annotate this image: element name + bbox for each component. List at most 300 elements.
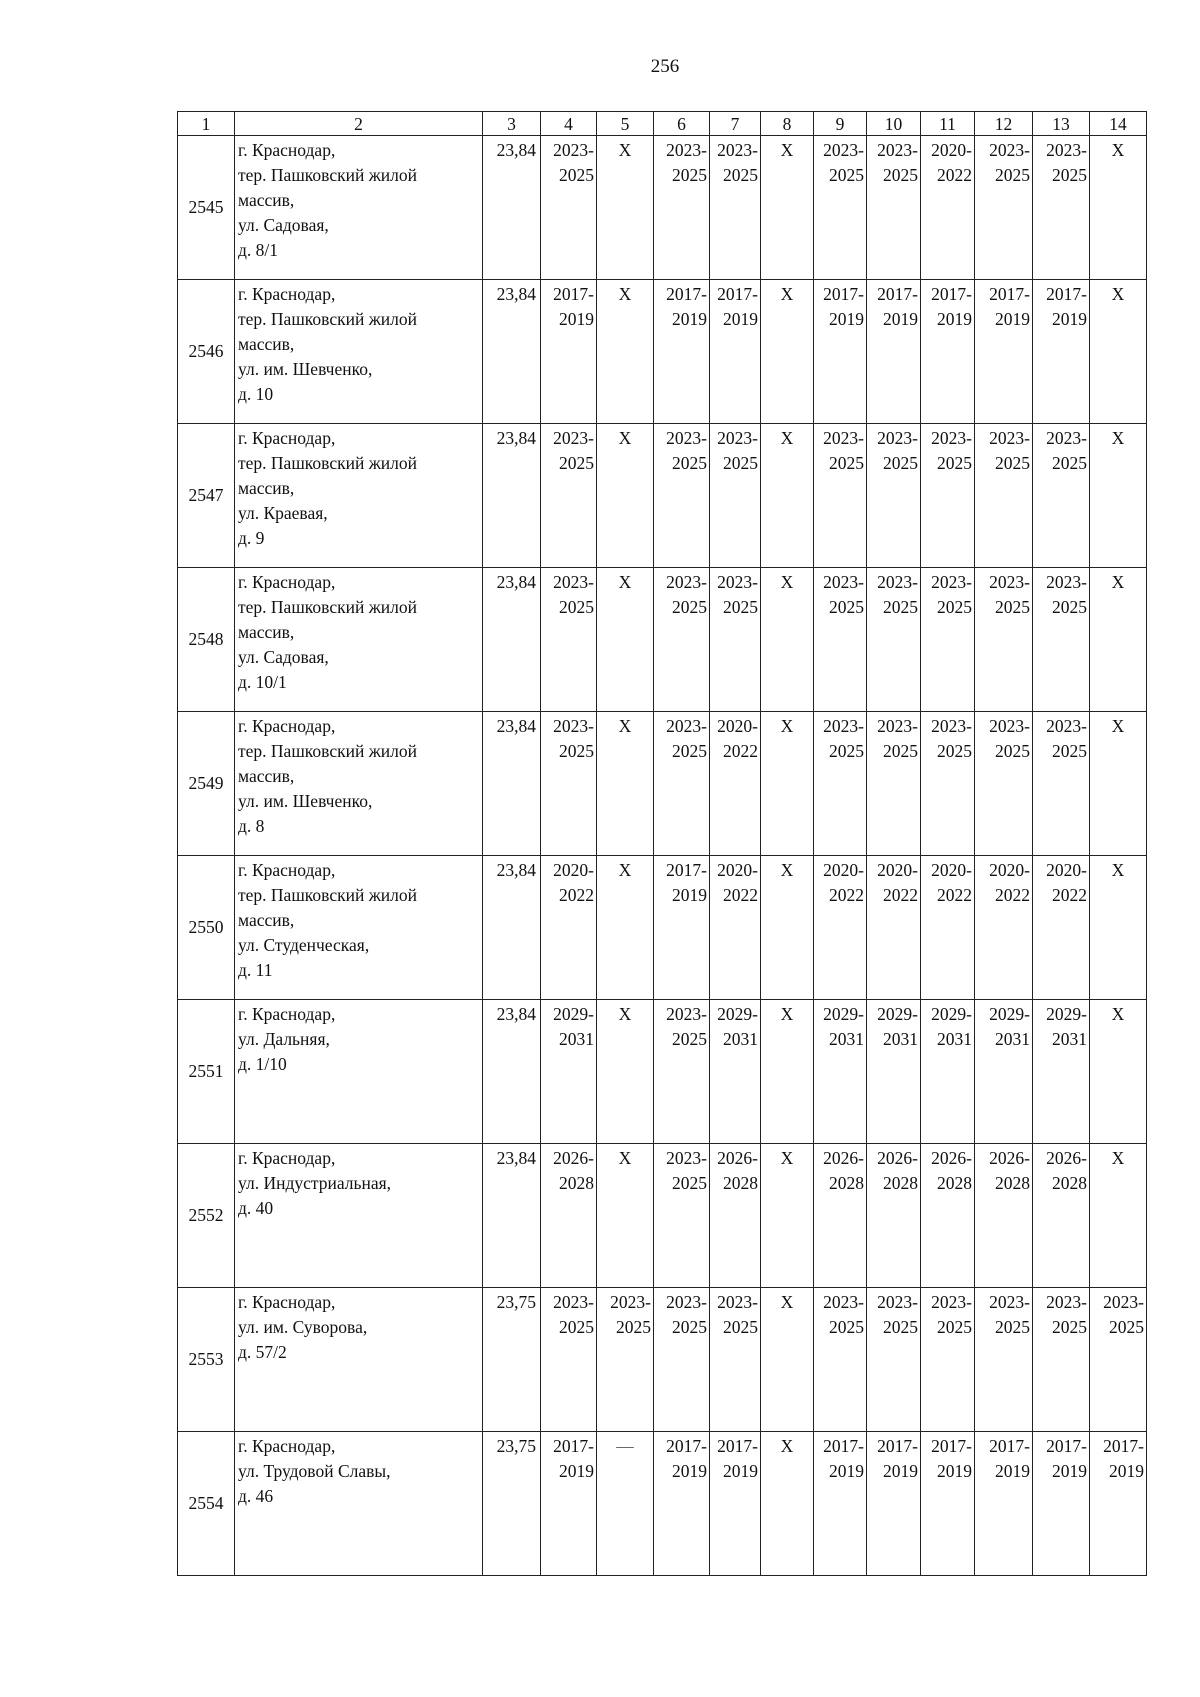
period-cell-col-13 [1033,856,1090,1000]
address-cell [235,1144,483,1288]
period-cell-col-6 [654,424,710,568]
period-value: 2023- 2025 [877,716,918,761]
period-cell-col-4 [541,136,597,280]
column-header-3: 3 [483,112,541,136]
period-value: 2023- 2025 [666,428,707,473]
period-value: 2026- 2028 [877,1148,918,1193]
period-cell-col-7 [710,1432,761,1576]
period-cell-col-10 [867,1144,921,1288]
not-applicable-mark: X [780,716,794,736]
column-header-1: 1 [178,112,235,136]
period-cell-col-13 [1033,1000,1090,1144]
period-cell-col-11 [921,1144,975,1288]
period-cell-col-10 [867,712,921,856]
area-cell: 23,84 [483,424,541,568]
table-row [178,568,1147,712]
not-applicable-mark: X [780,572,794,592]
period-value: 2029- 2031 [931,1004,972,1049]
column-header-9: 9 [814,112,867,136]
not-applicable-mark: X [618,428,632,448]
period-value: 2023- 2025 [877,572,918,617]
period-value: 2023- 2025 [553,572,594,617]
period-cell-col-8 [761,712,814,856]
address-line: ул. Краевая, [238,503,328,523]
period-value: 2023- 2025 [666,716,707,761]
address-line: массив, [238,910,295,930]
period-cell-col-6 [654,856,710,1000]
address-line: массив, [238,334,295,354]
row-number: 2553 [178,1288,235,1432]
period-cell-col-6 [654,712,710,856]
period-value: 2020- 2022 [717,860,758,905]
table-body [178,136,1147,1576]
period-cell-col-6 [654,1000,710,1144]
address-line: тер. Пашковский жилой [238,309,417,329]
period-cell-col-10 [867,136,921,280]
not-applicable-mark: X [780,284,794,304]
period-value: 2020- 2022 [931,860,972,905]
period-value: 2023- 2025 [610,1292,651,1337]
page-number: 256 [650,56,680,77]
not-applicable-mark: X [780,428,794,448]
period-cell-col-11 [921,1432,975,1576]
period-cell-col-7 [710,1288,761,1432]
period-cell-col-10 [867,856,921,1000]
address-line: тер. Пашковский жилой [238,741,417,761]
period-value: 2023- 2025 [553,428,594,473]
period-value: 2017- 2019 [989,1436,1030,1481]
period-value: 2023- 2025 [553,716,594,761]
period-cell-col-8 [761,424,814,568]
period-value: 2023- 2025 [666,140,707,185]
period-cell-col-11 [921,568,975,712]
period-cell-col-6 [654,136,710,280]
period-value: 2020- 2022 [931,140,972,185]
period-cell-col-9 [814,712,867,856]
period-value: 2023- 2025 [989,716,1030,761]
address-line: г. Краснодар, [238,1148,336,1168]
table-row [178,1288,1147,1432]
period-cell-col-13 [1033,136,1090,280]
period-cell-col-4 [541,712,597,856]
period-cell-col-12 [975,1144,1033,1288]
period-value: 2023- 2025 [553,140,594,185]
column-header-13: 13 [1033,112,1090,136]
column-header-4: 4 [541,112,597,136]
period-cell-col-5 [597,856,654,1000]
period-cell-col-11 [921,424,975,568]
period-value: 2023- 2025 [1103,1292,1144,1337]
period-cell-col-12 [975,568,1033,712]
period-cell-col-8 [761,1144,814,1288]
period-cell-col-13 [1033,712,1090,856]
dash-mark: — [616,1436,634,1456]
row-number: 2546 [178,280,235,424]
period-cell-col-4 [541,1288,597,1432]
table-row [178,712,1147,856]
period-value: 2029- 2031 [553,1004,594,1049]
address-line: тер. Пашковский жилой [238,885,417,905]
period-value: 2023- 2025 [989,140,1030,185]
period-value: 2023- 2025 [877,140,918,185]
address-line: г. Краснодар, [238,428,336,448]
period-value: 2017- 2019 [823,1436,864,1481]
period-cell-col-5 [597,568,654,712]
period-value: 2029- 2031 [989,1004,1030,1049]
period-value: 2017- 2019 [931,284,972,329]
period-cell-col-10 [867,280,921,424]
period-value: 2023- 2025 [989,1292,1030,1337]
not-applicable-mark: X [618,1004,632,1024]
not-applicable-mark: X [780,1436,794,1456]
period-value: 2023- 2025 [666,572,707,617]
period-value: 2029- 2031 [717,1004,758,1049]
period-cell-col-9 [814,424,867,568]
address-line: г. Краснодар, [238,860,336,880]
not-applicable-mark: X [1111,428,1125,448]
period-cell-col-8 [761,856,814,1000]
period-cell-col-14 [1090,136,1147,280]
period-value: 2017- 2019 [1046,284,1087,329]
table-row [178,856,1147,1000]
period-cell-col-12 [975,1432,1033,1576]
address-line: г. Краснодар, [238,572,336,592]
period-cell-col-14 [1090,856,1147,1000]
period-cell-col-14 [1090,1288,1147,1432]
period-value: 2023- 2025 [931,716,972,761]
address-line: ул. Дальняя, [238,1029,330,1049]
row-number: 2552 [178,1144,235,1288]
period-cell-col-11 [921,712,975,856]
period-cell-col-7 [710,568,761,712]
column-header-8: 8 [761,112,814,136]
address-cell [235,1000,483,1144]
table-row [178,280,1147,424]
period-value: 2026- 2028 [931,1148,972,1193]
table-row [178,1000,1147,1144]
period-value: 2017- 2019 [666,860,707,905]
address-line: д. 10 [238,384,274,404]
address-line: массив, [238,622,295,642]
area-cell: 23,84 [483,280,541,424]
not-applicable-mark: X [618,572,632,592]
not-applicable-mark: X [780,1004,794,1024]
period-cell-col-13 [1033,1432,1090,1576]
period-value: 2017- 2019 [877,1436,918,1481]
period-cell-col-14 [1090,424,1147,568]
address-cell [235,568,483,712]
not-applicable-mark: X [1111,572,1125,592]
period-cell-col-7 [710,856,761,1000]
row-number: 2554 [178,1432,235,1576]
period-cell-col-10 [867,568,921,712]
period-cell-col-5 [597,136,654,280]
period-cell-col-5 [597,424,654,568]
address-line: г. Краснодар, [238,1436,336,1456]
address-line: г. Краснодар, [238,716,336,736]
period-cell-col-9 [814,568,867,712]
period-value: 2023- 2025 [666,1148,707,1193]
area-cell: 23,75 [483,1288,541,1432]
area-cell: 23,84 [483,712,541,856]
column-header-14: 14 [1090,112,1147,136]
period-value: 2023- 2025 [989,572,1030,617]
period-value: 2023- 2025 [1046,572,1087,617]
address-line: г. Краснодар, [238,140,336,160]
row-number: 2551 [178,1000,235,1144]
period-cell-col-4 [541,856,597,1000]
address-cell [235,136,483,280]
period-value: 2023- 2025 [717,428,758,473]
not-applicable-mark: X [780,1148,794,1168]
address-line: ул. Индустриальная, [238,1173,392,1193]
period-value: 2023- 2025 [1046,716,1087,761]
period-cell-col-10 [867,1000,921,1144]
period-value: 2020- 2022 [1046,860,1087,905]
period-value: 2023- 2025 [877,1292,918,1337]
row-number: 2545 [178,136,235,280]
address-line: д. 40 [238,1198,274,1218]
period-value: 2023- 2025 [823,572,864,617]
address-line: д. 10/1 [238,672,287,692]
period-value: 2029- 2031 [823,1004,864,1049]
period-cell-col-12 [975,856,1033,1000]
not-applicable-mark: X [1111,1148,1125,1168]
address-line: д. 9 [238,528,265,548]
address-line: тер. Пашковский жилой [238,453,417,473]
address-line: массив, [238,190,295,210]
address-line: тер. Пашковский жилой [238,165,417,185]
period-value: 2023- 2025 [823,1292,864,1337]
period-value: 2029- 2031 [877,1004,918,1049]
period-value: 2023- 2025 [1046,428,1087,473]
period-cell-col-13 [1033,1288,1090,1432]
address-line: г. Краснодар, [238,284,336,304]
period-cell-col-6 [654,1288,710,1432]
period-cell-col-5 [597,1144,654,1288]
period-cell-col-5 [597,712,654,856]
address-line: ул. им. Суворова, [238,1317,368,1337]
period-value: 2026- 2028 [823,1148,864,1193]
period-cell-col-9 [814,1288,867,1432]
address-line: ул. Садовая, [238,647,329,667]
period-value: 2017- 2019 [1046,1436,1087,1481]
period-cell-col-14 [1090,1432,1147,1576]
period-value: 2023- 2025 [717,1292,758,1337]
period-cell-col-10 [867,1432,921,1576]
period-value: 2023- 2025 [823,428,864,473]
period-cell-col-14 [1090,1144,1147,1288]
period-cell-col-7 [710,136,761,280]
period-cell-col-4 [541,1144,597,1288]
not-applicable-mark: X [618,716,632,736]
not-applicable-mark: X [1111,716,1125,736]
period-cell-col-11 [921,136,975,280]
period-cell-col-4 [541,568,597,712]
period-value: 2020- 2022 [823,860,864,905]
address-line: д. 1/10 [238,1054,287,1074]
address-cell [235,1288,483,1432]
address-cell [235,856,483,1000]
area-cell: 23,84 [483,856,541,1000]
address-line: ул. Трудовой Славы, [238,1461,391,1481]
table-row [178,424,1147,568]
period-cell-col-14 [1090,568,1147,712]
not-applicable-mark: X [618,140,632,160]
period-cell-col-4 [541,424,597,568]
period-value: 2017- 2019 [553,1436,594,1481]
period-value: 2023- 2025 [553,1292,594,1337]
address-line: тер. Пашковский жилой [238,597,417,617]
not-applicable-mark: X [1111,860,1125,880]
period-cell-col-8 [761,136,814,280]
not-applicable-mark: X [1111,1004,1125,1024]
period-cell-col-7 [710,424,761,568]
not-applicable-mark: X [618,860,632,880]
period-value: 2017- 2019 [1103,1436,1144,1481]
address-line: массив, [238,478,295,498]
period-cell-col-6 [654,1432,710,1576]
period-cell-col-8 [761,1432,814,1576]
column-header-12: 12 [975,112,1033,136]
period-value: 2020- 2022 [877,860,918,905]
period-value: 2023- 2025 [931,428,972,473]
row-number: 2550 [178,856,235,1000]
period-cell-col-12 [975,1000,1033,1144]
period-cell-col-11 [921,856,975,1000]
period-cell-col-4 [541,1000,597,1144]
not-applicable-mark: X [1111,140,1125,160]
period-cell-col-9 [814,1432,867,1576]
address-line: ул. им. Шевченко, [238,791,373,811]
period-cell-col-10 [867,424,921,568]
area-cell: 23,84 [483,1144,541,1288]
period-value: 2023- 2025 [931,1292,972,1337]
period-cell-col-12 [975,136,1033,280]
period-cell-col-5 [597,1288,654,1432]
address-line: массив, [238,766,295,786]
period-cell-col-8 [761,280,814,424]
period-value: 2023- 2025 [823,140,864,185]
area-cell: 23,84 [483,568,541,712]
column-header-11: 11 [921,112,975,136]
not-applicable-mark: X [780,1292,794,1312]
period-value: 2017- 2019 [717,1436,758,1481]
period-value: 2023- 2025 [717,572,758,617]
period-value: 2023- 2025 [666,1292,707,1337]
period-value: 2017- 2019 [877,284,918,329]
period-value: 2023- 2025 [666,1004,707,1049]
period-value: 2020- 2022 [553,860,594,905]
column-header-5: 5 [597,112,654,136]
column-header-10: 10 [867,112,921,136]
period-cell-col-13 [1033,424,1090,568]
period-value: 2023- 2025 [989,428,1030,473]
period-value: 2017- 2019 [931,1436,972,1481]
address-cell [235,712,483,856]
period-value: 2017- 2019 [823,284,864,329]
address-line: г. Краснодар, [238,1004,336,1024]
period-value: 2023- 2025 [877,428,918,473]
period-value: 2020- 2022 [717,716,758,761]
address-line: д. 8/1 [238,240,279,260]
period-cell-col-9 [814,1000,867,1144]
period-cell-col-11 [921,280,975,424]
period-cell-col-12 [975,1288,1033,1432]
column-header-2: 2 [235,112,483,136]
period-cell-col-7 [710,280,761,424]
period-cell-col-4 [541,280,597,424]
not-applicable-mark: X [618,284,632,304]
register-table [177,111,1147,1576]
area-cell: 23,84 [483,136,541,280]
area-cell: 23,75 [483,1432,541,1576]
address-cell [235,1432,483,1576]
address-line: г. Краснодар, [238,1292,336,1312]
period-cell-col-12 [975,712,1033,856]
address-line: ул. Студенческая, [238,935,370,955]
period-cell-col-9 [814,856,867,1000]
period-value: 2023- 2025 [931,572,972,617]
column-number-header-row [178,112,1147,136]
period-cell-col-8 [761,1288,814,1432]
address-line: ул. Садовая, [238,215,329,235]
not-applicable-mark: X [618,1148,632,1168]
address-line: д. 11 [238,960,273,980]
period-value: 2026- 2028 [553,1148,594,1193]
address-line: д. 57/2 [238,1342,287,1362]
period-value: 2029- 2031 [1046,1004,1087,1049]
not-applicable-mark: X [780,860,794,880]
period-cell-col-7 [710,1000,761,1144]
row-number: 2547 [178,424,235,568]
period-cell-col-4 [541,1432,597,1576]
column-header-7: 7 [710,112,761,136]
address-line: д. 46 [238,1486,274,1506]
period-cell-col-9 [814,280,867,424]
period-cell-col-13 [1033,280,1090,424]
period-cell-col-13 [1033,1144,1090,1288]
not-applicable-mark: X [780,140,794,160]
period-cell-col-12 [975,424,1033,568]
period-cell-col-14 [1090,1000,1147,1144]
column-header-6: 6 [654,112,710,136]
address-cell [235,280,483,424]
table-row [178,136,1147,280]
period-cell-col-9 [814,1144,867,1288]
area-cell: 23,84 [483,1000,541,1144]
row-number: 2549 [178,712,235,856]
period-cell-col-11 [921,1000,975,1144]
period-cell-col-6 [654,568,710,712]
period-value: 2026- 2028 [1046,1148,1087,1193]
table-row [178,1432,1147,1576]
period-value: 2026- 2028 [717,1148,758,1193]
period-cell-col-12 [975,280,1033,424]
period-cell-col-14 [1090,712,1147,856]
period-cell-col-7 [710,1144,761,1288]
address-line: д. 8 [238,816,265,836]
period-cell-col-5 [597,1432,654,1576]
address-line: ул. им. Шевченко, [238,359,373,379]
period-cell-col-5 [597,280,654,424]
period-value: 2023- 2025 [823,716,864,761]
period-cell-col-14 [1090,280,1147,424]
period-value: 2017- 2019 [553,284,594,329]
period-cell-col-8 [761,568,814,712]
period-value: 2023- 2025 [1046,140,1087,185]
period-cell-col-11 [921,1288,975,1432]
